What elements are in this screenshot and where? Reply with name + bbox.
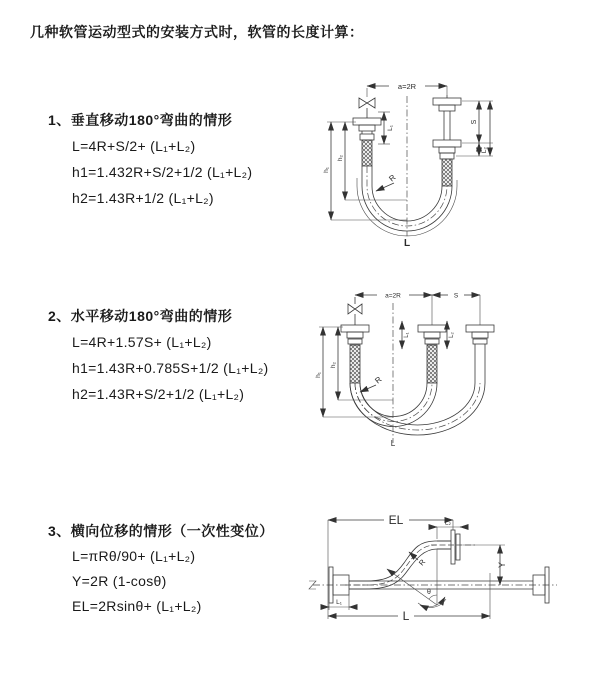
section-3-heading: 3、横向位移的情形（一次性变位）	[48, 523, 274, 539]
valve-icon	[348, 297, 362, 325]
diagram-lateral-displacement	[305, 503, 600, 655]
section-1-formula-h1: h1=1.432R+S/2+1/2 (L₁+L₂)	[72, 164, 253, 180]
valve-icon	[359, 98, 375, 108]
dim-label-r: R	[416, 557, 428, 568]
dim-label-length: L	[403, 238, 411, 249]
left-flange	[341, 325, 369, 383]
dim-label-s: S	[453, 292, 459, 300]
page-title: 几种软管运动型式的安装方式时，软管的长度计算：	[30, 24, 364, 40]
dim-label-l1: L₁	[336, 599, 342, 606]
dim-label-h1: h₁	[323, 167, 330, 173]
dim-label-r: R	[373, 374, 384, 386]
dim-label-l2: L₂	[449, 332, 455, 338]
section-3-formula-L: L=πRθ/90+ (L₁+L₂)	[72, 548, 196, 564]
dim-label-length: L	[402, 609, 410, 623]
dim-label-a2r: a=2R	[385, 292, 401, 300]
section-3-formula-EL: EL=2Rsinθ+ (L₁+L₂)	[72, 598, 202, 614]
right-flange-assembly	[433, 95, 461, 186]
section-2-formula-h2: h2=1.43R+S/2+1/2 (L₁+L₂)	[72, 386, 245, 402]
dim-label-l2: L₂	[444, 519, 452, 527]
angle-label-theta: θ	[427, 589, 431, 596]
dim-label-s: S	[471, 119, 478, 125]
hose-s-curve	[345, 541, 451, 589]
dim-label-l2: L₂	[481, 146, 488, 154]
left-flange	[353, 118, 381, 166]
dim-label-l1: L₁	[404, 332, 410, 338]
dim-label-length: L	[390, 439, 396, 448]
upper-flange	[437, 530, 460, 564]
section-1-formula-h2: h2=1.43R+1/2 (L₁+L₂)	[72, 190, 214, 206]
section-2-formula-h1: h1=1.43R+0.785S+1/2 (L₁+L₂)	[72, 360, 269, 376]
section-2-formula-L: L=4R+1.57S+ (L₁+L₂)	[72, 334, 212, 350]
hose-u-bends	[350, 383, 485, 435]
section-1-formula-L: L=4R+S/2+ (L₁+L₂)	[72, 138, 196, 154]
diagram-vertical-180-bend	[312, 66, 597, 262]
dim-label-y: Y	[497, 561, 507, 569]
section-3-formula-Y: Y=2R (1-cosθ)	[72, 573, 167, 589]
right-flange-moved	[466, 325, 494, 383]
section-1-heading: 1、垂直移动180°弯曲的情形	[48, 112, 233, 128]
dim-label-l1: L₁	[387, 125, 394, 131]
dim-label-h2: h₂	[330, 361, 337, 369]
diagram-horizontal-180-bend	[313, 283, 598, 463]
dim-label-h1: h₁	[315, 372, 322, 378]
middle-flange	[418, 325, 446, 383]
dim-label-a2r: a=2R	[397, 82, 417, 91]
section-2-heading: 2、水平移动180°弯曲的情形	[48, 308, 233, 324]
dim-label-h2: h₂	[337, 154, 344, 162]
dim-label-el: EL	[388, 513, 404, 527]
dim-label-r: R	[387, 172, 398, 184]
